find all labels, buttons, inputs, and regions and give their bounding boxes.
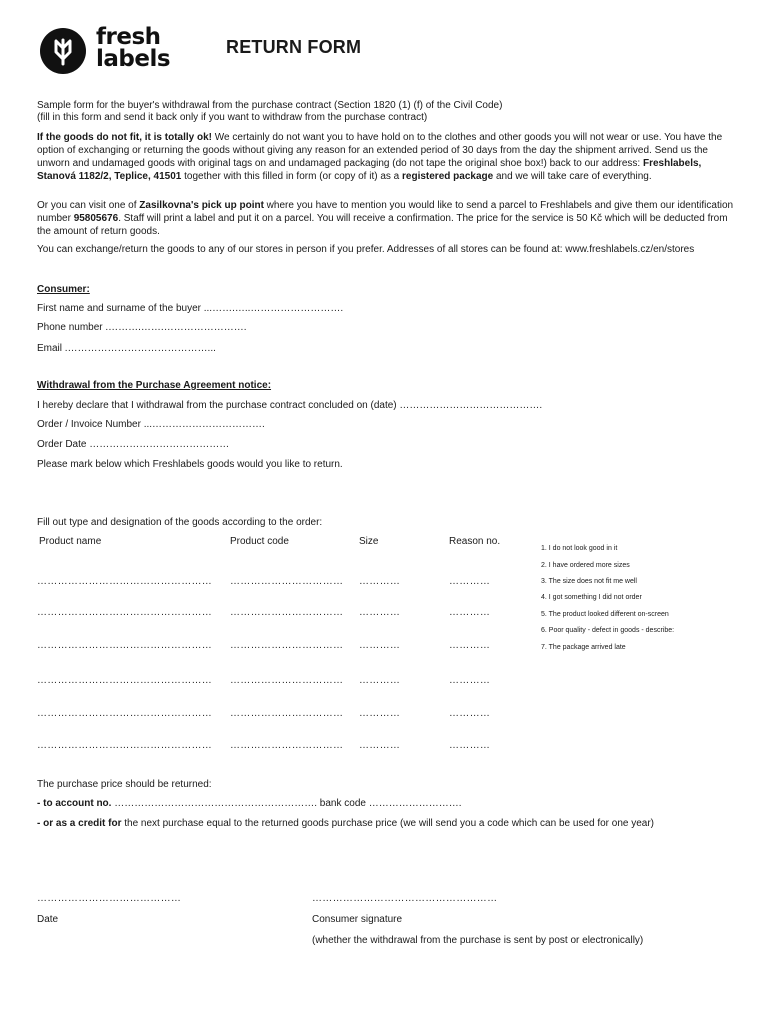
order-date-field[interactable]: Order Date …………………………………… xyxy=(37,439,230,450)
intro-p1-text2: together with this filled in form (or copy of it) as a xyxy=(181,171,403,182)
account-prefix: - to account no. xyxy=(37,798,112,809)
intro-p1-bold: If the goods do not fit, it is totally ok! xyxy=(37,132,212,143)
product-name-field[interactable]: …………………………………………… xyxy=(37,640,213,651)
refund-account-line[interactable] xyxy=(37,797,462,810)
identification-number: 95805676 xyxy=(73,213,119,224)
intro-paragraph-3: You can exchange/return the goods to any of our stores in person if you prefer. Addresses of all stores can be found at: www.freshlabels.cz/en/stores xyxy=(37,244,695,255)
intro-paragraph-2 xyxy=(37,199,737,238)
size-field[interactable]: ………… xyxy=(359,740,401,751)
reason-item: 7. The package arrived late xyxy=(541,644,626,651)
mark-goods-instruction: Please mark below which Freshlabels goods would you like to return. xyxy=(37,459,343,470)
withdrawal-heading: Withdrawal from the Purchase Agreement notice: xyxy=(37,380,272,391)
credit-text: the next purchase equal to the returned goods purchase price (we will send you a code which can be used for one year) xyxy=(121,818,655,829)
size-field[interactable]: ………… xyxy=(359,708,401,719)
product-code-field[interactable]: …………………………… xyxy=(230,607,344,618)
reason-item: 1. I do not look good in it xyxy=(541,545,618,552)
order-number-field[interactable]: Order / Invoice Number ...……………………………. xyxy=(37,419,265,430)
refund-credit-line[interactable] xyxy=(37,817,654,830)
size-field[interactable]: ………… xyxy=(359,607,401,618)
reason-field[interactable]: ………… xyxy=(449,607,491,618)
consumer-signature-field[interactable]: ……………………………………………… xyxy=(312,893,498,904)
signature-label: Consumer signature xyxy=(312,914,403,925)
reason-field[interactable]: ………… xyxy=(449,740,491,751)
date-label: Date xyxy=(37,914,59,925)
intro-p2-text1: Or you can visit one of xyxy=(37,200,140,211)
intro-paragraph-1 xyxy=(37,131,737,183)
reason-item: 2. I have ordered more sizes xyxy=(541,562,630,569)
date-signature-field[interactable]: …………………………………… xyxy=(37,893,182,904)
buyer-name-field[interactable]: First name and surname of the buyer ...…….…..………………………. xyxy=(37,303,344,314)
wheat-logo-icon xyxy=(40,28,86,74)
page-title: RETURN FORM xyxy=(226,37,362,57)
reason-field[interactable]: ………… xyxy=(449,708,491,719)
email-field[interactable]: Email .……………………………………... xyxy=(37,343,216,354)
consumer-heading: Consumer: xyxy=(37,284,90,295)
product-code-field[interactable]: …………………………… xyxy=(230,576,344,587)
size-field[interactable]: ………… xyxy=(359,675,401,686)
refund-heading: The purchase price should be returned: xyxy=(37,779,212,790)
reason-item: 5. The product looked different on-screen xyxy=(541,611,669,618)
size-field[interactable]: ………… xyxy=(359,576,401,587)
reason-field[interactable]: ………… xyxy=(449,576,491,587)
product-code-field[interactable]: …………………………… xyxy=(230,675,344,686)
intro-p1-text3: and we will take care of everything. xyxy=(493,171,652,182)
pickup-point: Zasilkovna's pick up point xyxy=(139,200,264,211)
product-name-field[interactable]: …………………………………………… xyxy=(37,740,213,751)
product-code-field[interactable]: …………………………… xyxy=(230,740,344,751)
logo-wordmark: fresh labels xyxy=(96,24,171,72)
product-name-field[interactable]: …………………………………………… xyxy=(37,607,213,618)
intro-p2-text2: where you have to mention you would like to send a parcel to Freshlabels and give them our identification number xyxy=(37,200,734,224)
intro-line-1: Sample form for the buyer's withdrawal from the purchase contract (Section 1820 (1) (f) of the Civil Code) xyxy=(37,100,503,111)
product-name-field[interactable]: …………………………………………… xyxy=(37,576,213,587)
header-product-code: Product code xyxy=(230,536,289,547)
reason-field[interactable]: ………… xyxy=(449,675,491,686)
reason-item: 3. The size does not fit me well xyxy=(541,578,637,585)
intro-p1-text: We certainly do not want you to have hold on to the clothes and other goods you will not wear or use. You have the option of exchanging or returning the goods without giving any reason for an extended period of 30 days from the day the shipment arrived. Send us the unworn and undamaged goods with original tags on and undamaged packaging (do not tape the original shoe box!) back to our address: xyxy=(37,132,723,169)
intro-p2-text3: . Staff will print a label and put it on a parcel. You will receive a confirmation. The price for the service is 50 Kč which will be deducted from the amount of return goods. xyxy=(37,213,728,237)
intro-line-2: (fill in this form and send it back only if you want to withdraw from the purchase contract) xyxy=(37,112,428,123)
product-name-field[interactable]: …………………………………………… xyxy=(37,675,213,686)
freshlabels-logo xyxy=(40,24,175,74)
reason-item: 6. Poor quality - defect in goods - describe: xyxy=(541,627,675,634)
credit-prefix: - or as a credit for xyxy=(37,818,122,829)
product-code-field[interactable]: …………………………… xyxy=(230,640,344,651)
goods-instruction: Fill out type and designation of the goods according to the order: xyxy=(37,517,323,528)
reason-field[interactable]: ………… xyxy=(449,640,491,651)
return-address: Freshlabels, Stanová 1182/2, Teplice, 41501 xyxy=(37,158,702,182)
signature-note: (whether the withdrawal from the purchase is sent by post or electronically) xyxy=(312,935,644,946)
account-bank-field: ……………………………………………………. bank code ………………………. xyxy=(111,798,462,809)
registered-package: registered package xyxy=(402,171,494,182)
size-field[interactable]: ………… xyxy=(359,640,401,651)
header-product-name: Product name xyxy=(39,536,102,547)
header-size: Size xyxy=(359,536,379,547)
header-reason-no: Reason no. xyxy=(449,536,501,547)
reason-item: 4. I got something I did not order xyxy=(541,594,642,601)
contract-date-field[interactable]: I hereby declare that I withdrawal from the purchase contract concluded on (date) ……………………………………. xyxy=(37,400,543,411)
product-code-field[interactable]: …………………………… xyxy=(230,708,344,719)
product-name-field[interactable]: …………………………………………… xyxy=(37,708,213,719)
phone-field[interactable]: Phone number .……….…….……………………. xyxy=(37,322,247,333)
